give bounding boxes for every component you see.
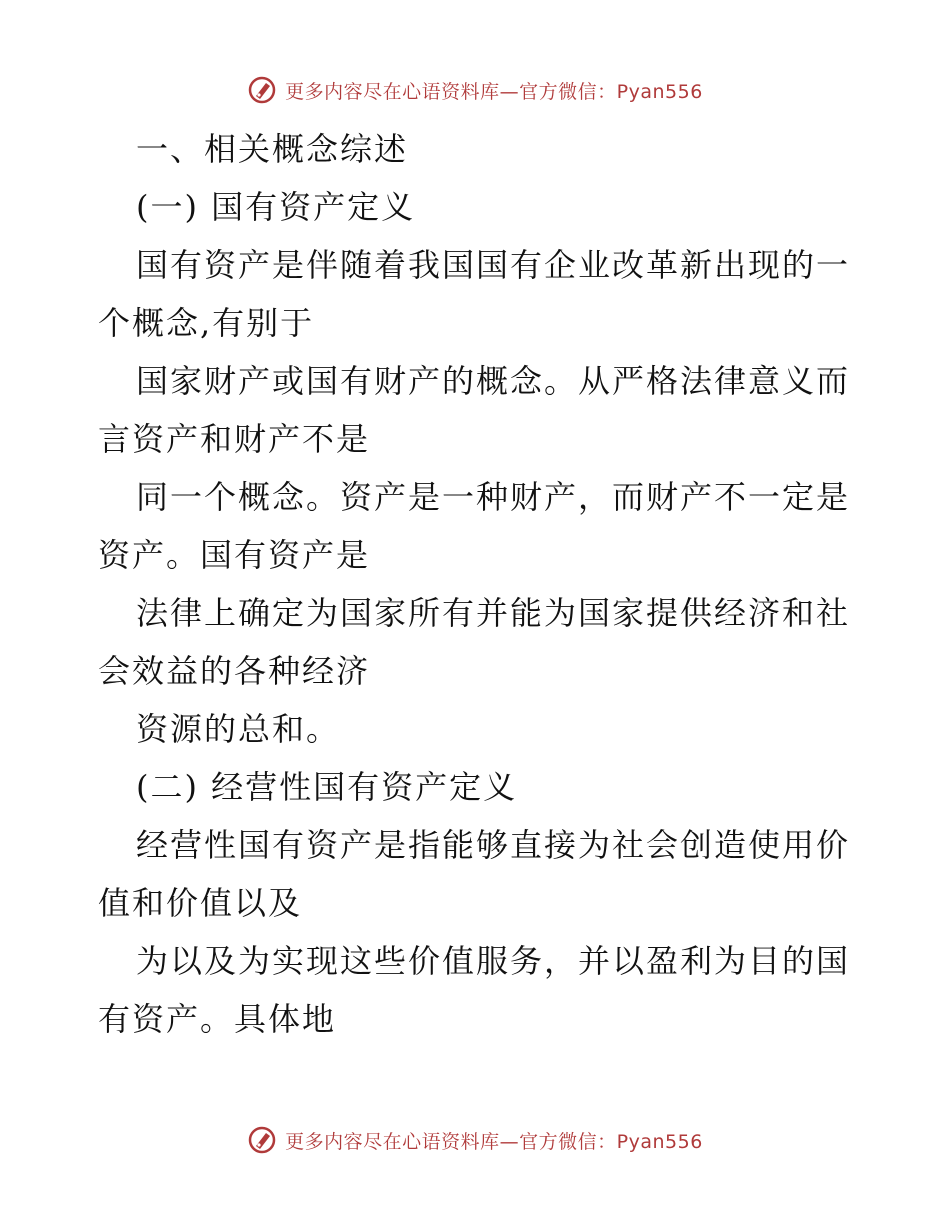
paragraph-line: 资产。国有资产是	[98, 536, 371, 574]
pen-nib-logo-icon	[247, 1125, 277, 1155]
pen-nib-logo-icon	[247, 75, 277, 105]
paragraph-line: 值和价值以及	[98, 884, 303, 922]
paragraph-line: 为以及为实现这些价值服务，并以盈利为目的国	[136, 942, 851, 980]
paragraph-line: 同一个概念。资产是一种财产，而财产不一定是	[136, 478, 851, 516]
subsection-heading: (二) 经营性国有资产定义	[136, 768, 518, 806]
paragraph-line: 法律上确定为国家所有并能为国家提供经济和社	[136, 594, 851, 632]
header-watermark-text: 更多内容尽在心语资料库—官方微信：Pyan556	[285, 80, 703, 103]
paragraph-line: 国有资产是伴随着我国国有企业改革新出现的一	[136, 246, 851, 284]
paragraph-line: 经营性国有资产是指能够直接为社会创造使用价	[136, 826, 851, 864]
paragraph-line: 会效益的各种经济	[98, 652, 371, 690]
header-watermark-banner	[0, 70, 950, 110]
paragraph-line: 有资产。具体地	[98, 1000, 337, 1038]
paragraph-line: 资源的总和。	[136, 710, 341, 748]
section-heading: 一、相关概念综述	[136, 130, 409, 168]
paragraph-line: 言资产和财产不是	[98, 420, 371, 458]
paragraph-line: 个概念,有别于	[98, 304, 315, 342]
document-body	[98, 120, 858, 1048]
footer-watermark-banner	[0, 1120, 950, 1160]
footer-watermark-text: 更多内容尽在心语资料库—官方微信：Pyan556	[285, 1130, 703, 1153]
subsection-heading: (一) 国有资产定义	[136, 188, 416, 226]
paragraph-line: 国家财产或国有财产的概念。从严格法律意义而	[136, 362, 851, 400]
